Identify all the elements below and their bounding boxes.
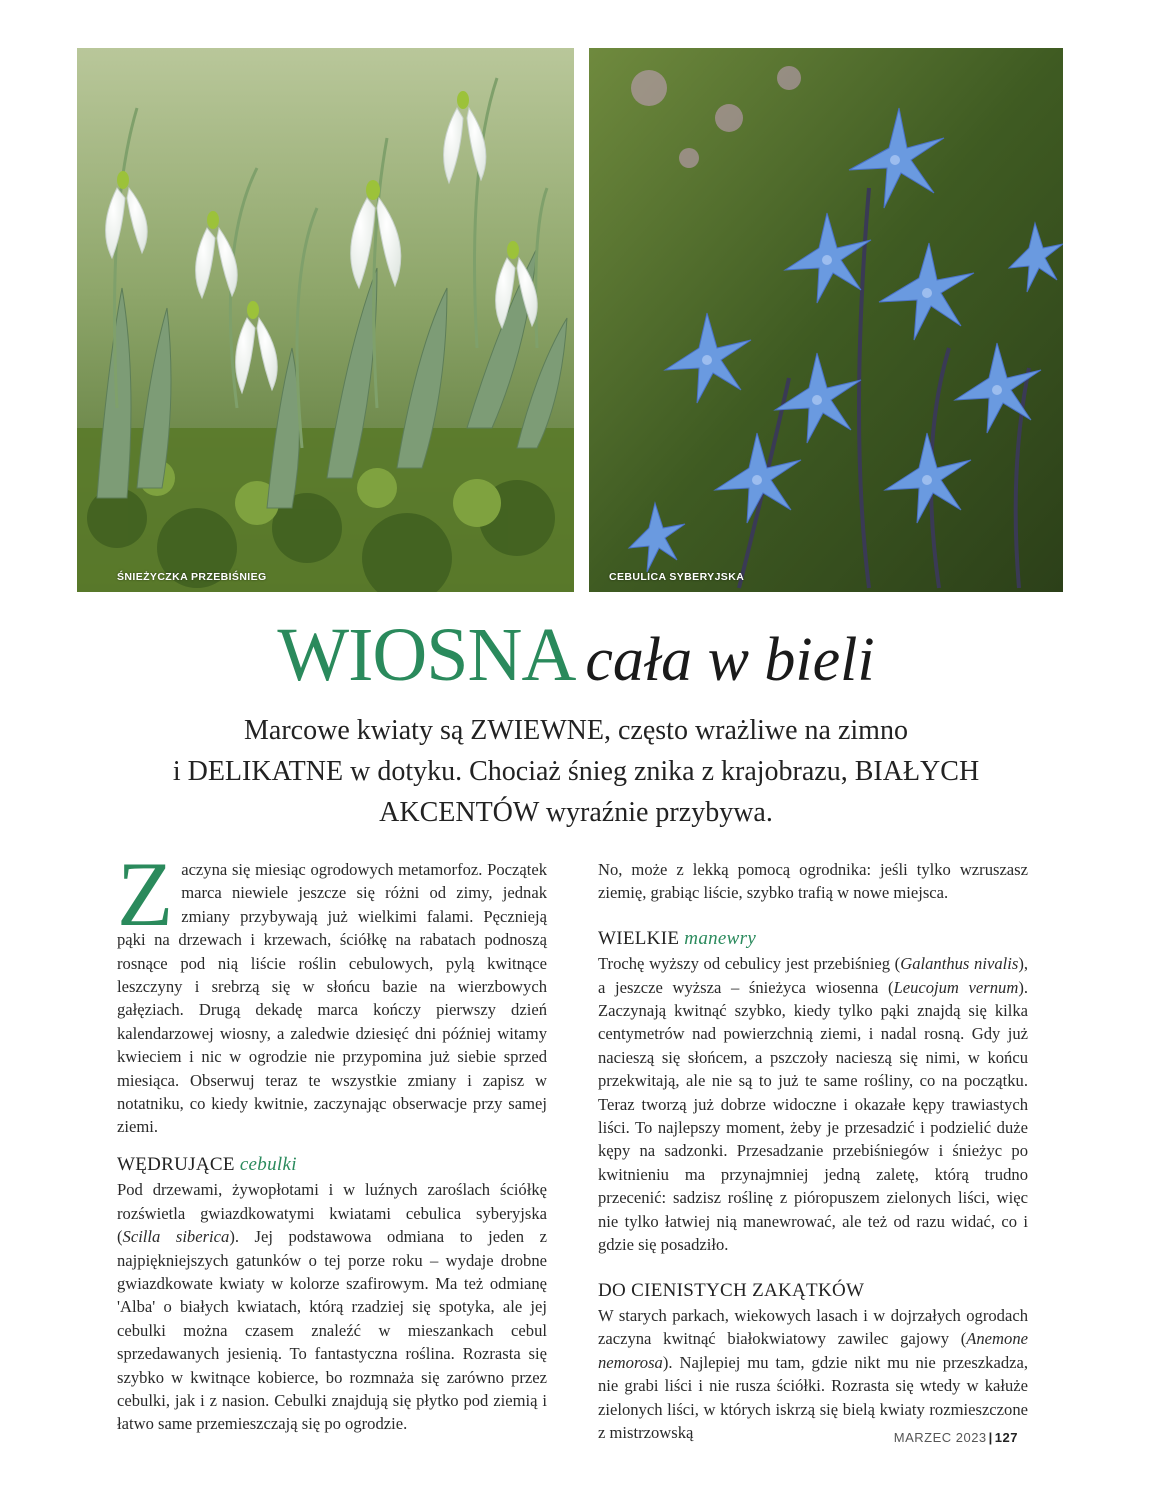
- section-heading-text: WIELKIE: [598, 927, 680, 949]
- scilla-illustration: [589, 48, 1063, 592]
- snowdrops-illustration: [77, 48, 574, 592]
- section-paragraph-wedrujace: [117, 1178, 547, 1435]
- latin-name: Scilla siberica: [122, 1227, 230, 1247]
- latin-name: Leucojum vernum: [893, 977, 1019, 997]
- section-heading-cieniste: DO CIENISTYCH ZAKĄTKÓW: [598, 1279, 865, 1301]
- article-lead: [100, 710, 1052, 833]
- title-subtitle: cała w bieli: [585, 626, 875, 694]
- footer-separator: |: [988, 1430, 993, 1445]
- section-paragraph-cieniste: [598, 1304, 1028, 1444]
- lead-line-3: AKCENTÓW wyraźnie przybywa.: [379, 797, 773, 828]
- issue-label: MARZEC 2023: [893, 1430, 987, 1445]
- section-heading-wielkie: [598, 927, 1028, 950]
- article-column-left: [117, 843, 547, 1436]
- section-paragraph-wielkie: [598, 952, 1028, 1256]
- lead-line-1: Marcowe kwiaty są ZWIEWNE, często wrażliwe na zimno: [244, 715, 908, 746]
- article-title: [0, 612, 1152, 699]
- paragraph-text: ), a jeszcze wyższa – śnieżyca wiosenna (: [598, 954, 1028, 997]
- page-number: 127: [994, 1430, 1018, 1445]
- photo-snowdrops: [77, 48, 574, 592]
- drop-cap: Z: [117, 843, 174, 945]
- article-column-right: [598, 858, 1028, 1444]
- paragraph-text: ). Najlepiej mu tam, gdzie nikt mu nie przeszkadza, nie grabi liści i nie rusza ściółki. Rozrasta się wtedy w kałuże zielonych liści, w których iskrzą się bielą kwiaty rozmieszczone z mistrzowską: [598, 1352, 1028, 1442]
- intro-text: aczyna się miesiąc ogrodowych metamorfoz. Początek marca niewiele jeszcze się różni od zimy, jednak zmiany przybywają już wielkimi falami. Pęcznieją pąki na drzewach i krzewach, ściółkę na rabatach podnoszą rosnące pod nią liście roślin cebulowych, pylą kwitnące leszczyny i srebrzą się w słońcu bazie na wierzbowych gałęziach. Drugą dekadę marca kończy pierwszy dzień kalendarzowej wiosny, a zaledwie dziesięć dni później witamy kwieciem i nic w ogrodzie nie przypomina już siebie sprzed miesiąca. Obserwuj teraz te wszystkie zmiany i zapisz w notatniku, co kiedy kwitnie, zaczynając obserwacje przy samej ziemi.: [117, 860, 547, 1137]
- paragraph-text: W starych parkach, wiekowych lasach i w dojrzałych ogrodach zaczyna kwitnąć białokwiatowy zawilec gajowy (: [598, 1305, 1028, 1349]
- latin-name: Anemone nemorosa: [598, 1329, 1028, 1372]
- latin-name: Galanthus nivalis: [900, 954, 1019, 974]
- section-heading-wedrujace: [117, 1153, 547, 1176]
- continued-paragraph: No, może z lekką pomocą ogrodnika: jeśli tylko wzruszasz ziemię, grabiąc liście, szybko trafią w nowe miejsca.: [598, 860, 1028, 903]
- intro-paragraph: [117, 843, 547, 1139]
- lead-line-2: i DELIKATNE w dotyku. Chociaż śnieg znika z krajobrazu, BIAŁYCH: [172, 756, 980, 787]
- paragraph-text: Trochę wyższy od cebulicy jest przebiśnieg (: [598, 954, 901, 974]
- page-footer: [894, 1430, 1018, 1445]
- paragraph-text: Pod drzewami, żywopłotami i w luźnych zaroślach ściółkę rozświetla gwiazdkowatymi kwiatami cebulica syberyjska (: [117, 1180, 547, 1247]
- paragraph-text: ). Jej podstawowa odmiana to jeden z najpiękniejszych gatunków o tej porze roku – wydaje drobne gwiazdkowate kwiaty w kolorze szafirowym. Ma też odmianę 'Alba' o białych kwiatach, którą rzadziej się spotyka, ale jej cebulki można czasem znaleźć w mieszankach cebul sprzedawanych jesienią. To fantastyczna roślina. Rozrasta się szybko w kwitnące kobierce, bo rozmnaża się zarówno przez cebulki, jak i z nasion. Cebulki znajdują się płytko pod ziemią i łatwo same przemieszczają się po ogrodzie.: [117, 1227, 547, 1434]
- section-heading-accent: manewry: [684, 927, 757, 949]
- photo-caption-snowdrops: ŚNIEŻYCZKA PRZEBIŚNIEG: [117, 571, 267, 583]
- section-heading-text: WĘDRUJĄCE: [117, 1153, 235, 1175]
- photo-scilla: [589, 48, 1063, 592]
- paragraph-text: ). Zaczynają kwitnąć szybko, kiedy tylko pąki znajdą się kilka centymetrów nad powierzchnią ziemi, i nadal rosną. Gdy już nacieszą się słońcem, a pszczoły nacieszą się nimi, w końcu przekwitają, ale nie są to już te same rośliny, co na początku. Teraz tworzą już dobrze widoczne i okazałe kępy trawiastych liści. To najlepszy moment, żeby je przesadzić i podzielić duże kępy na sadzonki. Przesadzanie przebiśniegów i śnieżyc po kwitnieniu ma przynajmniej jedną zaletę, którą trudno przecenić: sadzisz roślinę z pióropuszem zielonych liści, więc nie tylko łatwiej nią manewrować, ale też od razu widać, co i gdzie się posadziło.: [598, 977, 1028, 1255]
- photo-caption-scilla: CEBULICA SYBERYJSKA: [609, 571, 745, 583]
- title-main: WIOSNA: [277, 613, 576, 697]
- section-heading-accent: cebulki: [239, 1153, 297, 1175]
